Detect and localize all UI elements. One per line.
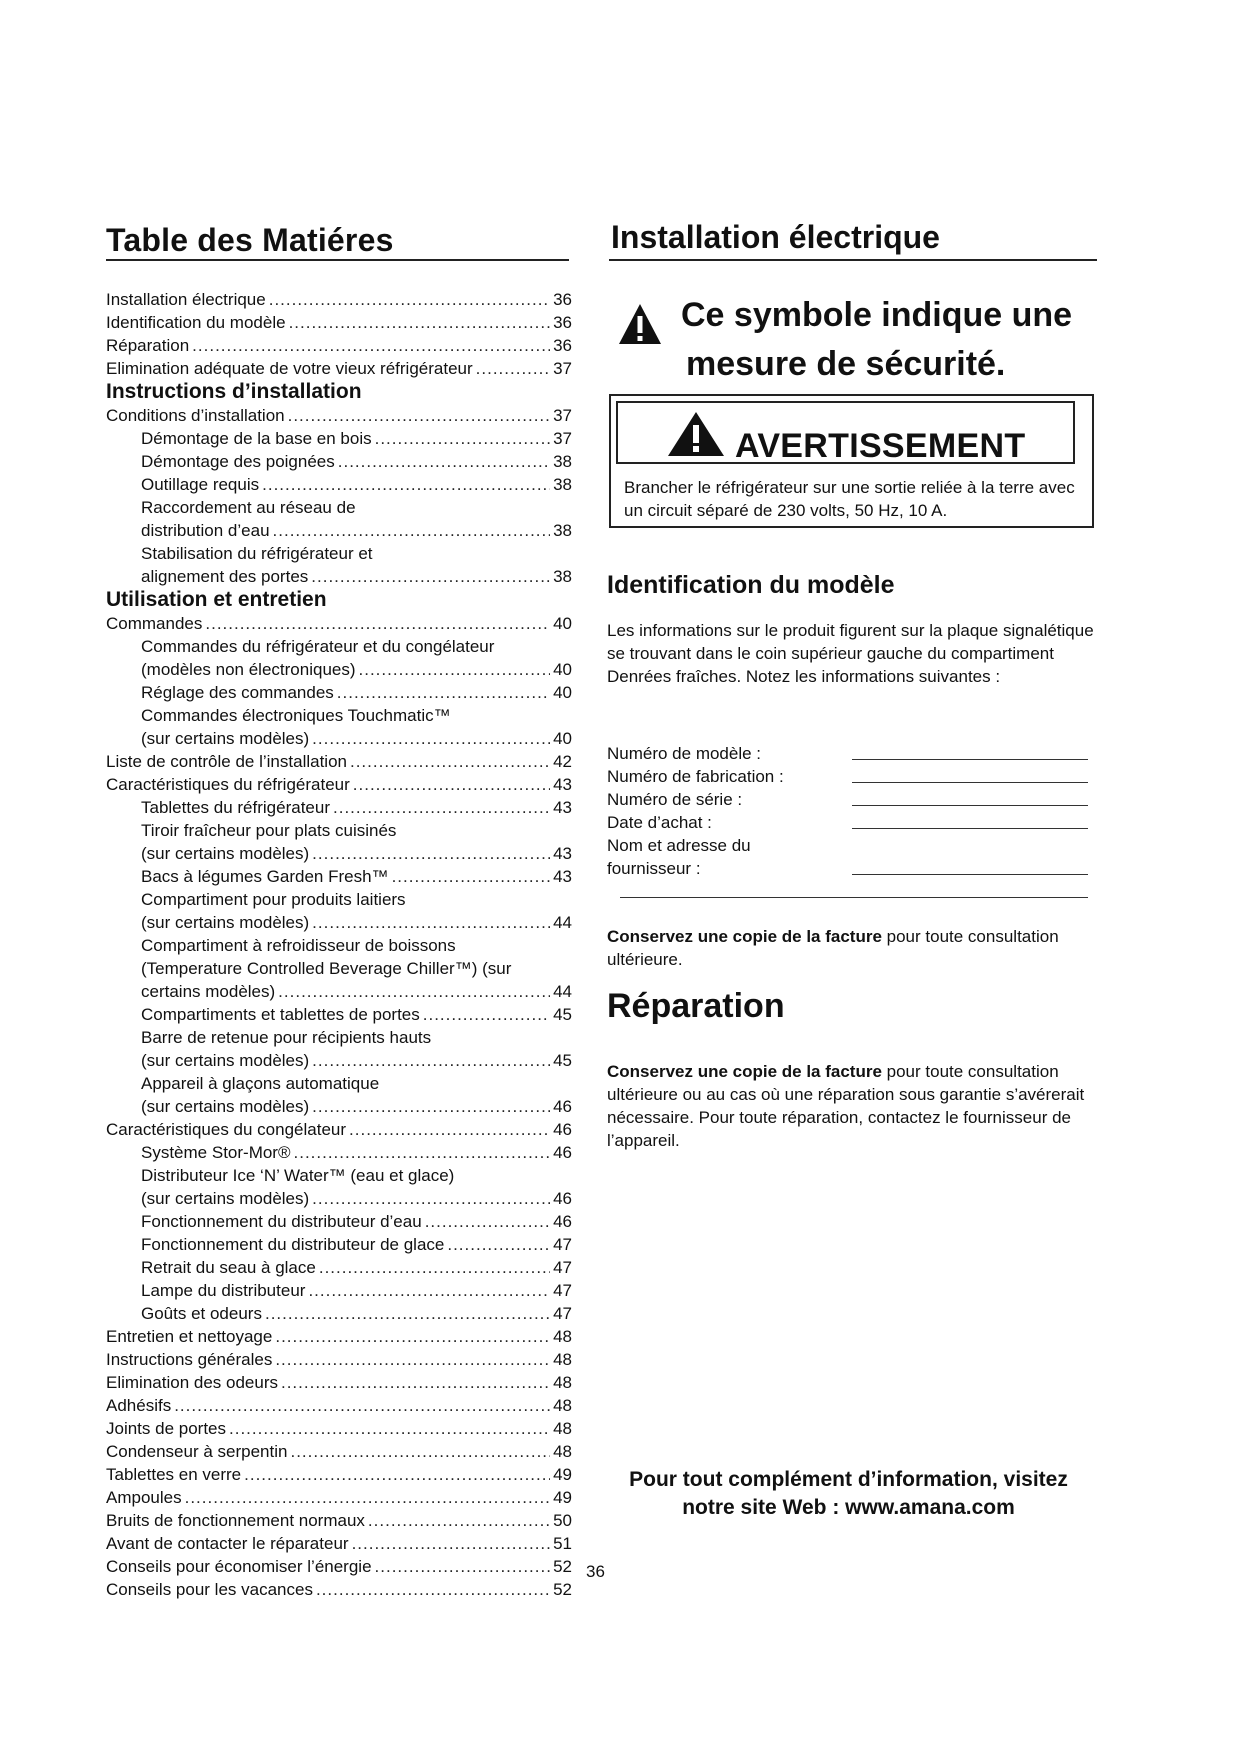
toc-entry-title: (Temperature Controlled Beverage Chiller™) (sur: [141, 959, 512, 978]
toc-entry-title: Joints de portes: [106, 1419, 227, 1438]
toc-leader-dots: [269, 288, 550, 311]
toc-entry: [106, 1233, 572, 1256]
toc-entry-page: 50: [553, 1511, 572, 1530]
page-number: 36: [586, 1562, 605, 1581]
toc-leader-dots: [174, 1394, 550, 1417]
toc-entry-page: 46: [553, 1143, 572, 1162]
toc-entry: [106, 612, 572, 635]
toc-leader-dots: [289, 311, 551, 334]
toc-entry: [106, 473, 572, 496]
field-supplier-line: [852, 874, 1088, 875]
toc-entry-title: Stabilisation du réfrigérateur et: [141, 544, 373, 563]
toc-leader-dots: [288, 404, 550, 427]
toc-entry-title: Compartiment pour produits laitiers: [141, 890, 406, 909]
toc-leader-dots: [290, 1440, 550, 1463]
toc-entry-page: 46: [553, 1120, 572, 1139]
toc-entry: [106, 1095, 572, 1118]
toc-leader-dots: [333, 796, 550, 819]
toc-entry-title: Lampe du distributeur: [141, 1281, 306, 1300]
toc-entry: [106, 865, 572, 888]
toc-entry-page: 48: [553, 1442, 572, 1461]
table-of-contents: [106, 288, 572, 1601]
toc-entry-page: 47: [553, 1258, 572, 1277]
toc-entry: [106, 681, 572, 704]
toc-leader-dots: [275, 1348, 550, 1371]
toc-entry-title: Commandes: [106, 614, 203, 633]
toc-entry-page: 42: [553, 752, 572, 771]
toc-entry-page: 45: [553, 1005, 572, 1024]
toc-leader-dots: [205, 612, 550, 635]
toc-leader-dots: [338, 450, 550, 473]
toc-entry-page: 37: [553, 429, 572, 448]
warning-text: Brancher le réfrigérateur sur une sortie reliée à la terre avec un circuit séparé de 230 volts, 50 Hz, 10 A.: [624, 478, 1075, 520]
toc-leader-dots: [312, 1095, 550, 1118]
toc-entry-page: 52: [553, 1580, 572, 1599]
toc-leader-dots: [311, 565, 550, 588]
repair-bold: Conservez une copie de la facture: [607, 1062, 882, 1081]
toc-entry: [106, 1325, 572, 1348]
toc-leader-dots: [278, 980, 550, 1003]
toc-entry-title: Appareil à glaçons automatique: [141, 1074, 380, 1093]
toc-entry: [106, 1141, 572, 1164]
toc-leader-dots: [275, 1325, 550, 1348]
toc-entry-title: Réglage des commandes: [141, 683, 334, 702]
toc-entry-page: 46: [553, 1212, 572, 1231]
toc-entry-title: Démontage des poignées: [141, 452, 335, 471]
toc-entry-page: 48: [553, 1373, 572, 1392]
toc-entry-title: Bacs à légumes Garden Fresh™: [141, 867, 389, 886]
toc-entry-title: Adhésifs: [106, 1396, 172, 1415]
toc-entry-title: alignement des portes: [141, 567, 309, 586]
toc-entry: [106, 311, 572, 334]
toc-entry-page: 43: [553, 798, 572, 817]
field-purchase-date: Date d’achat :: [607, 813, 712, 832]
toc-entry-title: Goûts et odeurs: [141, 1304, 262, 1323]
toc-leader-dots: [294, 1141, 551, 1164]
field-fabrication-line: [852, 782, 1088, 783]
toc-entry: [106, 1302, 572, 1325]
toc-entry: [106, 1118, 572, 1141]
toc-entry-page: 48: [553, 1419, 572, 1438]
toc-entry-title: Caractéristiques du réfrigérateur: [106, 775, 350, 794]
toc-entry-title: (sur certains modèles): [141, 729, 310, 748]
toc-leader-dots: [273, 519, 551, 542]
toc-entry-title: Caractéristiques du congélateur: [106, 1120, 347, 1139]
website-note-line-1: Pour tout complément d’information, visitez: [629, 1468, 1068, 1491]
toc-entry-title: (sur certains modèles): [141, 844, 310, 863]
toc-entry-title: Fonctionnement du distributeur d’eau: [141, 1212, 422, 1231]
safety-symbol-line-1: Ce symbole indique une: [681, 296, 1073, 334]
toc-entry-title: Réparation: [106, 336, 190, 355]
toc-entry-title: Conseils pour économiser l’énergie: [106, 1557, 372, 1576]
toc-entry-page: 44: [553, 982, 572, 1001]
toc-entry-title: Conseils pour les vacances: [106, 1580, 313, 1599]
toc-leader-dots: [265, 1302, 550, 1325]
safety-alert-icon: [618, 302, 662, 346]
toc-entry: [106, 1578, 572, 1601]
toc-entry-page: 49: [553, 1465, 572, 1484]
toc-entry-title: distribution d’eau: [141, 521, 270, 540]
toc-leader-dots: [316, 1578, 550, 1601]
toc-entry: [106, 980, 572, 1003]
toc-entry-title: Compartiment à refroidisseur de boissons: [141, 936, 456, 955]
toc-entry-title: Condenseur à serpentin: [106, 1442, 288, 1461]
toc-entry: [106, 1164, 572, 1187]
toc-entry: [106, 635, 572, 658]
toc-leader-dots: [368, 1509, 550, 1532]
toc-entry-title: Ampoules: [106, 1488, 182, 1507]
toc-entry: [106, 1371, 572, 1394]
toc-entry: [106, 796, 572, 819]
toc-section-heading: Utilisation et entretien: [106, 588, 327, 611]
field-supplier-line-1: Nom et adresse du: [607, 836, 751, 855]
toc-entry: [106, 450, 572, 473]
toc-entry: [106, 1026, 572, 1049]
field-model-number: Numéro de modèle :: [607, 744, 762, 763]
toc-entry-title: Tablettes du réfrigérateur: [141, 798, 330, 817]
toc-entry-page: 37: [553, 359, 572, 378]
toc-entry-title: Tiroir fraîcheur pour plats cuisinés: [141, 821, 397, 840]
toc-leader-dots: [229, 1417, 550, 1440]
keep-invoice-rest: pour toute consultation ultérieure.: [607, 927, 1059, 969]
toc-entry: [106, 519, 572, 542]
website-note-line-2: notre site Web : www.amana.com: [682, 1496, 1015, 1519]
toc-entry: [106, 773, 572, 796]
toc-entry-page: 44: [553, 913, 572, 932]
toc-leader-dots: [352, 1532, 551, 1555]
toc-leader-dots: [476, 357, 550, 380]
toc-leader-dots: [375, 427, 550, 450]
toc-leader-dots: [350, 750, 550, 773]
toc-entry-title: Retrait du seau à glace: [141, 1258, 316, 1277]
toc-entry-title: Fonctionnement du distributeur de glace: [141, 1235, 445, 1254]
toc-title: Table des Matiéres: [106, 222, 394, 258]
toc-leader-dots: [281, 1371, 550, 1394]
toc-entry-page: 40: [553, 683, 572, 702]
toc-entry-page: 52: [553, 1557, 572, 1576]
toc-entry: [106, 357, 572, 380]
toc-entry: [106, 427, 572, 450]
toc-entry-page: 43: [553, 867, 572, 886]
toc-entry-page: 40: [553, 660, 572, 679]
field-supplier-line-2: fournisseur :: [607, 859, 701, 878]
toc-entry-page: 46: [553, 1189, 572, 1208]
toc-entry-page: 38: [553, 567, 572, 586]
toc-entry-title: (modèles non électroniques): [141, 660, 356, 679]
toc-entry-page: 46: [553, 1097, 572, 1116]
toc-entry-page: 38: [553, 452, 572, 471]
toc-entry-title: Elimination adéquate de votre vieux réfrigérateur: [106, 359, 473, 378]
toc-entry: [106, 1003, 572, 1026]
toc-entry: [106, 704, 572, 727]
toc-entry-title: Raccordement au réseau de: [141, 498, 356, 517]
toc-entry: [106, 842, 572, 865]
toc-entry-title: Identification du modèle: [106, 313, 286, 332]
toc-entry: [106, 1072, 572, 1095]
toc-entry-page: 36: [553, 336, 572, 355]
toc-entry: [106, 404, 572, 427]
toc-entry: [106, 957, 572, 980]
toc-entry-page: 45: [553, 1051, 572, 1070]
toc-entry: [106, 1440, 572, 1463]
field-serial-number: Numéro de série :: [607, 790, 743, 809]
toc-entry-page: 48: [553, 1396, 572, 1415]
toc-entry: [106, 1348, 572, 1371]
toc-entry-page: 37: [553, 406, 572, 425]
safety-symbol-line-2: mesure de sécurité.: [686, 345, 1006, 383]
toc-entry: [106, 288, 572, 311]
toc-leader-dots: [312, 727, 550, 750]
toc-leader-dots: [375, 1555, 551, 1578]
field-fabrication-number: Numéro de fabrication :: [607, 767, 784, 786]
warning-triangle-icon: [667, 411, 725, 457]
repair-title: Réparation: [607, 987, 785, 1025]
toc-entry-title: Commandes du réfrigérateur et du congélateur: [141, 637, 495, 656]
toc-entry-title: (sur certains modèles): [141, 1051, 310, 1070]
field-model-line: [852, 759, 1088, 760]
toc-entry: [106, 1532, 572, 1555]
toc-entry: [106, 750, 572, 773]
toc-entry: [106, 1417, 572, 1440]
toc-entry-title: Conditions d’installation: [106, 406, 285, 425]
toc-entry-title: Installation électrique: [106, 290, 266, 309]
toc-entry-title: Entretien et nettoyage: [106, 1327, 273, 1346]
toc-entry: [106, 727, 572, 750]
toc-entry-page: 40: [553, 729, 572, 748]
toc-entry-page: 43: [553, 775, 572, 794]
toc-entry: [106, 1486, 572, 1509]
identification-title: Identification du modèle: [607, 571, 895, 599]
toc-entry-title: certains modèles): [141, 982, 276, 1001]
toc-entry-title: Liste de contrôle de l’installation: [106, 752, 347, 771]
toc-entry-title: Bruits de fonctionnement normaux: [106, 1511, 365, 1530]
toc-entry: [106, 1555, 572, 1578]
toc-leader-dots: [423, 1003, 550, 1026]
toc-leader-dots: [312, 1049, 550, 1072]
toc-entry: [106, 658, 572, 681]
toc-entry: [106, 888, 572, 911]
toc-entry-title: Outillage requis: [141, 475, 260, 494]
toc-leader-dots: [244, 1463, 550, 1486]
toc-entry-page: 47: [553, 1281, 572, 1300]
toc-entry: [106, 911, 572, 934]
toc-entry-page: 48: [553, 1327, 572, 1346]
repair-text: [607, 1060, 1095, 1152]
repair-rest: pour toute consultation ultérieure ou au cas où une réparation sous garantie s’avérerait nécessaire. Pour toute réparation, contactez le fournisseur de l’appareil.: [607, 1062, 1085, 1150]
toc-entry-title: Avant de contacter le réparateur: [106, 1534, 349, 1553]
toc-leader-dots: [312, 842, 550, 865]
toc-entry: [106, 1509, 572, 1532]
toc-entry-title: Système Stor-Mor®: [141, 1143, 291, 1162]
toc-leader-dots: [353, 773, 550, 796]
toc-entry: [106, 1210, 572, 1233]
toc-title-rule: [106, 259, 569, 261]
toc-section-heading: Instructions d’installation: [106, 380, 362, 403]
toc-entry-page: 36: [553, 313, 572, 332]
toc-leader-dots: [312, 911, 550, 934]
toc-entry-page: 43: [553, 844, 572, 863]
toc-entry: [106, 1187, 572, 1210]
toc-entry-title: (sur certains modèles): [141, 1097, 310, 1116]
toc-entry-title: Barre de retenue pour récipients hauts: [141, 1028, 432, 1047]
toc-entry: [106, 1256, 572, 1279]
installation-title: Installation électrique: [611, 219, 940, 255]
installation-title-rule: [609, 259, 1097, 261]
toc-entry-page: 48: [553, 1350, 572, 1369]
toc-entry-page: 38: [553, 475, 572, 494]
identification-text: Les informations sur le produit figurent sur la plaque signalétique se trouvant dans le coin supérieur gauche du compartiment Denrées fraîches. Notez les informations suivantes :: [607, 621, 1094, 686]
toc-entry-title: (sur certains modèles): [141, 913, 310, 932]
website-note: [600, 1466, 1097, 1522]
toc-entry: [106, 565, 572, 588]
toc-entry: [106, 1394, 572, 1417]
toc-entry-page: 51: [553, 1534, 572, 1553]
toc-entry-page: 49: [553, 1488, 572, 1507]
toc-leader-dots: [319, 1256, 550, 1279]
toc-entry-page: 40: [553, 614, 572, 633]
toc-entry: [106, 1049, 572, 1072]
toc-entry-title: Elimination des odeurs: [106, 1373, 278, 1392]
field-serial-line: [852, 805, 1088, 806]
toc-entry: [106, 1463, 572, 1486]
warning-label: AVERTISSEMENT: [735, 427, 1026, 465]
toc-entry-title: Instructions générales: [106, 1350, 273, 1369]
toc-entry: [106, 542, 572, 565]
toc-entry-title: Compartiments et tablettes de portes: [141, 1005, 420, 1024]
toc-leader-dots: [337, 681, 550, 704]
field-supplier-address-line: [620, 897, 1088, 898]
toc-entry-page: 47: [553, 1235, 572, 1254]
field-date-line: [852, 828, 1088, 829]
toc-entry: [106, 496, 572, 519]
toc-leader-dots: [425, 1210, 550, 1233]
toc-entry: [106, 819, 572, 842]
toc-entry-page: 38: [553, 521, 572, 540]
toc-leader-dots: [312, 1187, 550, 1210]
toc-entry: [106, 334, 572, 357]
toc-leader-dots: [308, 1279, 550, 1302]
toc-entry-title: Démontage de la base en bois: [141, 429, 372, 448]
toc-leader-dots: [262, 473, 550, 496]
toc-entry-title: Tablettes en verre: [106, 1465, 242, 1484]
toc-entry: [106, 934, 572, 957]
toc-leader-dots: [185, 1486, 550, 1509]
toc-entry-title: (sur certains modèles): [141, 1189, 310, 1208]
toc-leader-dots: [359, 658, 551, 681]
toc-leader-dots: [447, 1233, 550, 1256]
toc-entry-page: 36: [553, 290, 572, 309]
keep-invoice-note: [607, 925, 1095, 971]
toc-leader-dots: [349, 1118, 550, 1141]
toc-leader-dots: [192, 334, 550, 357]
toc-entry: [106, 1279, 572, 1302]
toc-entry-title: Commandes électroniques Touchmatic™: [141, 706, 451, 725]
toc-leader-dots: [392, 865, 551, 888]
toc-entry-title: Distributeur Ice ‘N’ Water™ (eau et glace): [141, 1166, 455, 1185]
keep-invoice-bold: Conservez une copie de la facture: [607, 927, 882, 946]
toc-entry-page: 47: [553, 1304, 572, 1323]
